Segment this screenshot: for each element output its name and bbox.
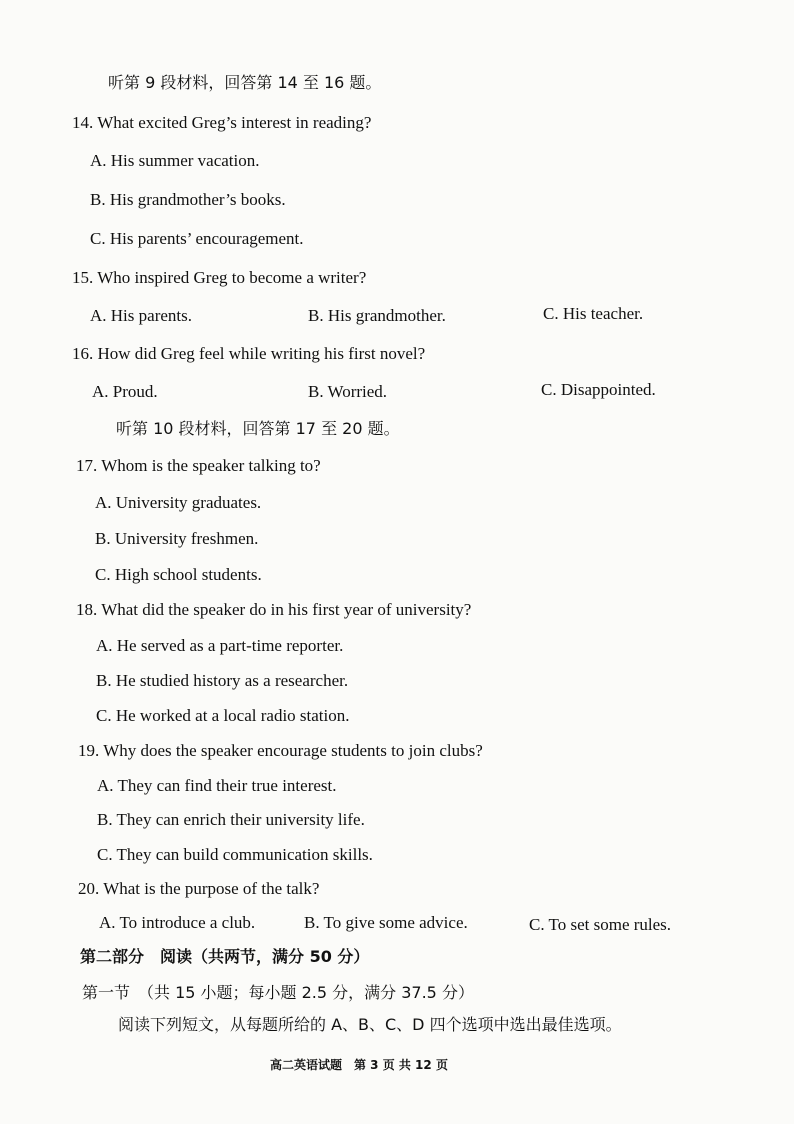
part-2-title: 第二部分 阅读（共两节，满分 50 分） xyxy=(80,947,370,966)
question-16-stem: 16. How did Greg feel while writing his first novel? xyxy=(72,344,426,363)
question-14-stem: 14. What excited Greg’s interest in reading? xyxy=(72,113,372,132)
question-18-option-c: C. He worked at a local radio station. xyxy=(96,706,350,725)
section-1-title: 第一节 （共 15 小题；每小题 2.5 分，满分 37.5 分） xyxy=(82,983,474,1002)
question-15-option-a: A. His parents. xyxy=(90,306,192,325)
question-17-stem: 17. Whom is the speaker talking to? xyxy=(76,456,321,475)
question-16-option-b: B. Worried. xyxy=(308,382,388,401)
question-17-option-c: C. High school students. xyxy=(95,565,262,584)
question-18-option-b: B. He studied history as a researcher. xyxy=(96,671,349,690)
question-15-option-b: B. His grandmother. xyxy=(308,306,446,325)
question-17-option-a: A. University graduates. xyxy=(95,493,262,512)
question-16-option-c: C. Disappointed. xyxy=(541,380,656,399)
question-15-stem: 15. Who inspired Greg to become a writer? xyxy=(72,268,367,287)
question-20-option-b: B. To give some advice. xyxy=(304,913,468,932)
section-9-instruction: 听第 9 段材料，回答第 14 至 16 题。 xyxy=(108,73,382,92)
question-16-option-a: A. Proud. xyxy=(92,382,158,401)
question-19-stem: 19. Why does the speaker encourage students to join clubs? xyxy=(78,741,483,760)
reading-instruction: 阅读下列短文，从每题所给的 A、B、C、D 四个选项中选出最佳选项。 xyxy=(118,1015,622,1034)
question-18-stem: 18. What did the speaker do in his first year of university? xyxy=(76,600,472,619)
question-20-option-c: C. To set some rules. xyxy=(529,915,672,934)
question-19-option-c: C. They can build communication skills. xyxy=(97,845,373,864)
question-19-option-b: B. They can enrich their university life. xyxy=(97,810,365,829)
question-15-option-c: C. His teacher. xyxy=(543,304,644,323)
question-18-option-a: A. He served as a part-time reporter. xyxy=(96,636,344,655)
page-footer: 高二英语试题 第 3 页 共 12 页 xyxy=(270,1058,448,1072)
question-17-option-b: B. University freshmen. xyxy=(95,529,259,548)
question-14-option-b: B. His grandmother’s books. xyxy=(90,190,286,209)
question-20-stem: 20. What is the purpose of the talk? xyxy=(78,879,320,898)
section-10-instruction: 听第 10 段材料，回答第 17 至 20 题。 xyxy=(116,419,400,438)
question-19-option-a: A. They can find their true interest. xyxy=(97,776,337,795)
question-20-option-a: A. To introduce a club. xyxy=(99,913,256,932)
question-14-option-c: C. His parents’ encouragement. xyxy=(90,229,304,248)
question-14-option-a: A. His summer vacation. xyxy=(90,151,260,170)
